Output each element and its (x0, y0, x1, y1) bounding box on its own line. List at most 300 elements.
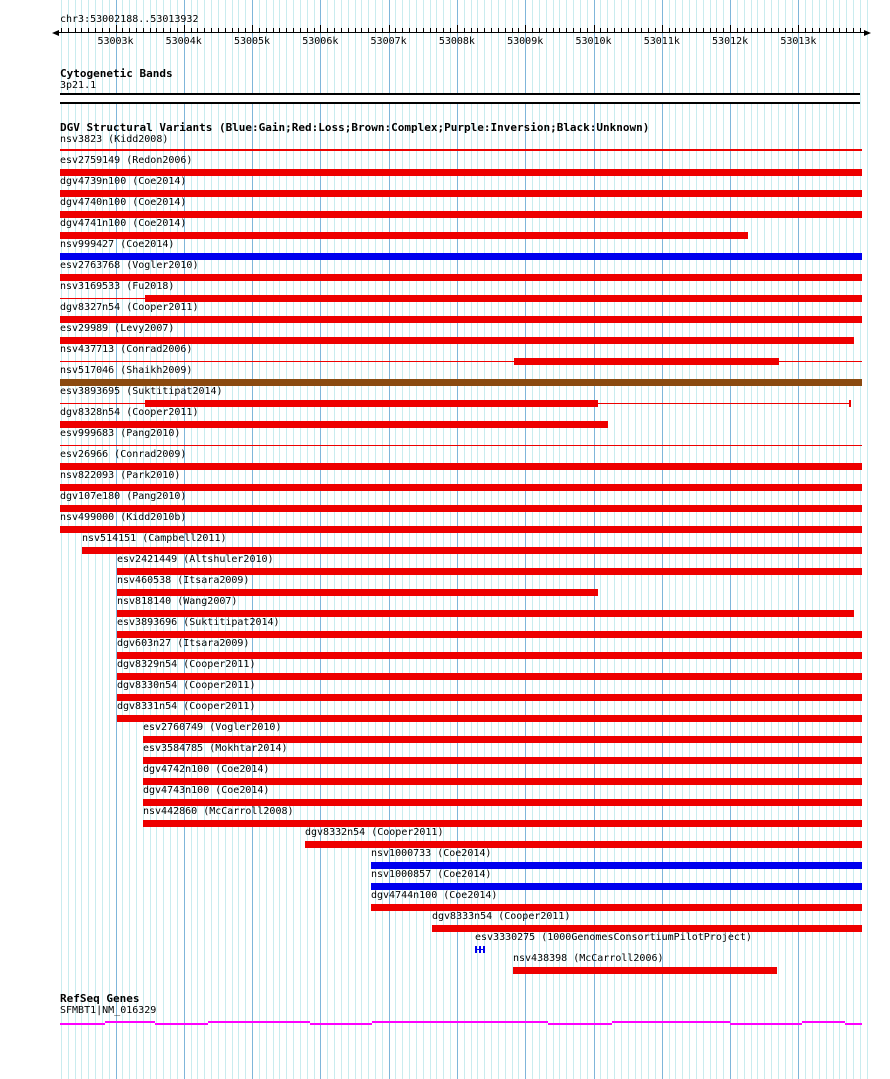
variant-label[interactable]: nsv999427 (Coe2014) (60, 239, 175, 250)
ruler-minor-tick (764, 28, 765, 32)
variant-bar[interactable] (117, 715, 862, 722)
gridline-minor (614, 0, 615, 1079)
variant-bar[interactable] (60, 337, 854, 344)
variant-label[interactable]: nsv818140 (Wang2007) (117, 596, 238, 607)
ruler-minor-tick (771, 28, 772, 32)
ruler-minor-tick (143, 28, 144, 32)
ruler-minor-tick (348, 28, 349, 32)
gene-exon-segment[interactable] (155, 1023, 208, 1025)
variant-bar[interactable] (60, 526, 862, 533)
gridline-minor (279, 0, 280, 1079)
ruler-minor-tick (225, 28, 226, 32)
gridline-major (320, 0, 321, 1079)
ruler-tick-label: 53007k (370, 36, 407, 47)
gridline-minor (273, 0, 274, 1079)
ruler-minor-tick (334, 28, 335, 32)
ruler-arrow-right-icon (864, 30, 871, 36)
ruler-minor-tick (122, 28, 123, 32)
gridline-minor (423, 0, 424, 1079)
gridline-minor (402, 0, 403, 1079)
ruler-minor-tick (505, 28, 506, 32)
ruler-major-tick (184, 25, 185, 32)
ruler-minor-tick (266, 28, 267, 32)
gridline-minor (792, 0, 793, 1079)
gridline-minor (361, 0, 362, 1079)
ruler-minor-tick (710, 28, 711, 32)
gene-exon-segment[interactable] (845, 1023, 862, 1025)
ruler-major-tick (525, 25, 526, 32)
variant-bar[interactable] (514, 358, 779, 365)
gridline-minor (648, 0, 649, 1079)
ruler-minor-tick (607, 28, 608, 32)
ruler-tick-label: 53003k (97, 36, 134, 47)
variant-bar[interactable] (143, 757, 862, 764)
gridline-minor (867, 0, 868, 1079)
ruler-minor-tick (204, 28, 205, 32)
variant-label[interactable]: dgv8327n54 (Cooper2011) (60, 302, 199, 313)
gridline-minor (238, 0, 239, 1079)
variant-label[interactable]: nsv1000857 (Coe2014) (371, 869, 492, 880)
ruler-minor-tick (792, 28, 793, 32)
gridline-minor (805, 0, 806, 1079)
variant-label[interactable]: esv3893696 (Suktitipat2014) (117, 617, 280, 628)
variant-bar[interactable] (432, 925, 862, 932)
variant-bar[interactable] (60, 190, 862, 197)
ruler-minor-tick (778, 28, 779, 32)
variant-label[interactable]: nsv517046 (Shaikh2009) (60, 365, 193, 376)
gridline-minor (723, 0, 724, 1079)
gridline-minor (600, 0, 601, 1079)
ruler-minor-tick (498, 28, 499, 32)
variant-label[interactable]: dgv603n27 (Itsara2009) (117, 638, 250, 649)
variant-bar[interactable] (117, 589, 598, 596)
ruler-minor-tick (573, 28, 574, 32)
ruler-tick-label: 53009k (507, 36, 544, 47)
variant-bar[interactable] (117, 694, 862, 701)
ruler-major-tick (116, 25, 117, 32)
gridline-major (798, 0, 799, 1079)
variant-label[interactable]: dgv4742n100 (Coe2014) (143, 764, 270, 775)
variant-bar[interactable] (143, 820, 862, 827)
ruler-minor-tick (512, 28, 513, 32)
ruler-minor-tick (68, 28, 69, 32)
ruler-major-tick (457, 25, 458, 32)
ruler-minor-tick (61, 28, 62, 32)
gridline-minor (757, 0, 758, 1079)
variant-label[interactable]: dgv8332n54 (Cooper2011) (305, 827, 444, 838)
region-title: chr3:53002188..53013932 (60, 14, 199, 25)
ruler-major-tick (320, 25, 321, 32)
variant-bar[interactable] (60, 379, 862, 386)
ruler-minor-tick (197, 28, 198, 32)
ruler-minor-tick (757, 28, 758, 32)
variant-label[interactable]: nsv3169533 (Fu2018) (60, 281, 175, 292)
ruler-minor-tick (621, 28, 622, 32)
gridline-minor (737, 0, 738, 1079)
ruler-minor-tick (587, 28, 588, 32)
ruler-minor-tick (532, 28, 533, 32)
variant-bar[interactable] (60, 505, 862, 512)
gridline-major (662, 0, 663, 1079)
variant-label[interactable]: esv29989 (Levy2007) (60, 323, 175, 334)
ruler-minor-tick (614, 28, 615, 32)
variant-bar[interactable] (60, 232, 748, 239)
ruler-major-tick (594, 25, 595, 32)
ruler-minor-tick (238, 28, 239, 32)
variant-bar[interactable] (60, 421, 608, 428)
ruler-minor-tick (409, 28, 410, 32)
ruler-minor-tick (853, 28, 854, 32)
ruler-minor-tick (682, 28, 683, 32)
gridline-minor (682, 0, 683, 1079)
gridline-minor (334, 0, 335, 1079)
gridline-major (252, 0, 253, 1079)
gridline-minor (751, 0, 752, 1079)
variant-label[interactable]: nsv442860 (McCarroll2008) (143, 806, 294, 817)
ruler-tick-label: 53004k (165, 36, 202, 47)
gridline-minor (395, 0, 396, 1079)
variant-label[interactable]: esv999683 (Pang2010) (60, 428, 181, 439)
variant-bar[interactable] (60, 298, 145, 299)
gridline-minor (314, 0, 315, 1079)
gridline-minor (348, 0, 349, 1079)
ruler-major-tick (252, 25, 253, 32)
ruler-minor-tick (648, 28, 649, 32)
ruler-minor-tick (669, 28, 670, 32)
variant-bar[interactable] (371, 883, 862, 890)
ruler-minor-tick (259, 28, 260, 32)
ruler-minor-tick (279, 28, 280, 32)
ruler-minor-tick (341, 28, 342, 32)
ruler-minor-tick (812, 28, 813, 32)
ruler-major-tick (730, 25, 731, 32)
ruler-minor-tick (737, 28, 738, 32)
gridline-minor (341, 0, 342, 1079)
ruler-minor-tick (464, 28, 465, 32)
gene-exon-segment[interactable] (802, 1021, 845, 1023)
ruler-major-tick (389, 25, 390, 32)
gridline-minor (635, 0, 636, 1079)
ruler-minor-tick (641, 28, 642, 32)
gridline-major (730, 0, 731, 1079)
variant-label[interactable]: nsv514151 (Campbell2011) (82, 533, 227, 544)
variant-label[interactable]: dgv8328n54 (Cooper2011) (60, 407, 199, 418)
ruler-minor-tick (245, 28, 246, 32)
gridline-minor (833, 0, 834, 1079)
variant-label[interactable]: nsv3823 (Kidd2008) (60, 134, 169, 145)
ruler-minor-tick (860, 28, 861, 32)
variant-label[interactable]: dgv8333n54 (Cooper2011) (432, 911, 571, 922)
ruler-minor-tick (163, 28, 164, 32)
ruler-minor-tick (553, 28, 554, 32)
gene-exon-segment[interactable] (612, 1021, 730, 1023)
ruler-minor-tick (846, 28, 847, 32)
variant-label[interactable]: esv2760749 (Vogler2010) (143, 722, 282, 733)
ruler-minor-tick (423, 28, 424, 32)
ruler-minor-tick (580, 28, 581, 32)
gridline-minor (621, 0, 622, 1079)
variant-bar[interactable] (60, 463, 862, 470)
gridline-minor (286, 0, 287, 1079)
ruler-major-tick (798, 25, 799, 32)
gridline-minor (607, 0, 608, 1079)
ruler-major-tick (662, 25, 663, 32)
gridline-minor (416, 0, 417, 1079)
ruler-minor-tick (539, 28, 540, 32)
cytoband-rect[interactable] (60, 93, 860, 104)
variant-label[interactable]: esv2421449 (Altshuler2010) (117, 554, 274, 565)
gridline-minor (259, 0, 260, 1079)
gridline-minor (744, 0, 745, 1079)
ruler-minor-tick (833, 28, 834, 32)
ruler-minor-tick (716, 28, 717, 32)
gene-exon-segment[interactable] (730, 1023, 802, 1025)
variant-label[interactable]: esv3584785 (Mokhtar2014) (143, 743, 288, 754)
variant-label[interactable]: esv26966 (Conrad2009) (60, 449, 187, 460)
ruler-minor-tick (559, 28, 560, 32)
ruler-minor-tick (839, 28, 840, 32)
ruler-minor-tick (805, 28, 806, 32)
ruler-minor-tick (450, 28, 451, 32)
variant-bar[interactable] (60, 149, 862, 151)
ruler-minor-tick (191, 28, 192, 32)
ruler-minor-tick (136, 28, 137, 32)
ruler-minor-tick (723, 28, 724, 32)
ruler-minor-tick (170, 28, 171, 32)
variant-bar[interactable] (117, 652, 862, 659)
glyph-part (475, 949, 485, 950)
cytoband-name: 3p21.1 (60, 80, 97, 91)
variant-label[interactable]: esv3330275 (1000GenomesConsortiumPilotProject) (475, 932, 752, 943)
ruler-minor-tick (484, 28, 485, 32)
variant-bar[interactable] (117, 610, 854, 617)
ruler-minor-tick (293, 28, 294, 32)
variant-label[interactable]: nsv499000 (Kidd2010b) (60, 512, 187, 523)
gridline-minor (641, 0, 642, 1079)
variant-bar[interactable] (117, 673, 862, 680)
ruler-minor-tick (232, 28, 233, 32)
variant-bar[interactable] (117, 631, 862, 638)
gene-exon-segment[interactable] (208, 1021, 310, 1023)
variant-label[interactable]: dgv8330n54 (Cooper2011) (117, 680, 256, 691)
variant-label[interactable]: esv3893695 (Suktitipat2014) (60, 386, 223, 397)
variant-bar[interactable] (143, 799, 862, 806)
gridline-major (594, 0, 595, 1079)
variant-bar[interactable] (60, 274, 862, 281)
variant-bar[interactable] (849, 400, 851, 407)
ruler-minor-tick (635, 28, 636, 32)
gridline-minor (703, 0, 704, 1079)
gridline-major (389, 0, 390, 1079)
gridline-minor (587, 0, 588, 1079)
ruler-minor-tick (655, 28, 656, 32)
gridline-minor (764, 0, 765, 1079)
gridline-minor (689, 0, 690, 1079)
ruler-tick-label: 53012k (712, 36, 749, 47)
ruler-minor-tick (102, 28, 103, 32)
gridline-minor (327, 0, 328, 1079)
ruler-minor-tick (546, 28, 547, 32)
variant-label[interactable]: esv2763768 (Vogler2010) (60, 260, 199, 271)
ruler-line (58, 32, 866, 33)
variant-bar[interactable] (60, 484, 862, 491)
variant-bar[interactable] (117, 568, 862, 575)
ruler-minor-tick (785, 28, 786, 32)
variant-label[interactable]: dgv8329n54 (Cooper2011) (117, 659, 256, 670)
variant-label[interactable]: nsv1000733 (Coe2014) (371, 848, 492, 859)
ruler-minor-tick (819, 28, 820, 32)
ruler-minor-tick (826, 28, 827, 32)
gridline-minor (307, 0, 308, 1079)
gridline-minor (778, 0, 779, 1079)
ruler-tick-label: 53005k (233, 36, 271, 47)
gridline-minor (771, 0, 772, 1079)
gridline-minor (375, 0, 376, 1079)
variant-label[interactable]: dgv4741n100 (Coe2014) (60, 218, 187, 229)
variant-bar[interactable] (60, 253, 862, 260)
gene-exon-segment[interactable] (548, 1023, 612, 1025)
variant-label[interactable]: dgv4739n100 (Coe2014) (60, 176, 187, 187)
gridline-minor (853, 0, 854, 1079)
gridline-minor (819, 0, 820, 1079)
gridline-minor (696, 0, 697, 1079)
gridline-minor (860, 0, 861, 1079)
gene-exon-segment[interactable] (310, 1023, 372, 1025)
variant-interval-glyph[interactable] (475, 946, 485, 953)
variant-bar[interactable] (371, 862, 862, 869)
ruler-minor-tick (402, 28, 403, 32)
ruler-tick-label: 53006k (302, 36, 339, 47)
ruler-minor-tick (129, 28, 130, 32)
ruler-minor-tick (75, 28, 76, 32)
gridline-minor (812, 0, 813, 1079)
gridline-minor (846, 0, 847, 1079)
variant-label[interactable]: nsv822093 (Park2010) (60, 470, 181, 481)
gridline-minor (355, 0, 356, 1079)
ruler-minor-tick (211, 28, 212, 32)
ruler-minor-tick (628, 28, 629, 32)
ruler-minor-tick (696, 28, 697, 32)
gene-exon-segment[interactable] (372, 1021, 548, 1023)
ruler-minor-tick (109, 28, 110, 32)
gridline-minor (628, 0, 629, 1079)
variant-bar[interactable] (305, 841, 862, 848)
variant-bar[interactable] (145, 400, 598, 407)
ruler-minor-tick (689, 28, 690, 32)
gridline-minor (675, 0, 676, 1079)
variant-bar[interactable] (371, 904, 862, 911)
variant-bar[interactable] (143, 778, 862, 785)
ruler-tick-label: 53011k (643, 36, 680, 47)
ruler-minor-tick (375, 28, 376, 32)
gridline-minor (716, 0, 717, 1079)
variant-label[interactable]: nsv460538 (Itsara2009) (117, 575, 250, 586)
gridline-minor (368, 0, 369, 1079)
refseq-section-title: RefSeq Genes (60, 992, 140, 1005)
ruler-minor-tick (150, 28, 151, 32)
gridline-minor (293, 0, 294, 1079)
ruler-minor-tick (744, 28, 745, 32)
ruler-minor-tick (300, 28, 301, 32)
ruler-minor-tick (477, 28, 478, 32)
gridline-minor (655, 0, 656, 1079)
gridline-minor (573, 0, 574, 1079)
ruler-minor-tick (273, 28, 274, 32)
ruler-minor-tick (361, 28, 362, 32)
ruler-minor-tick (703, 28, 704, 32)
ruler-minor-tick (443, 28, 444, 32)
ruler-minor-tick (314, 28, 315, 32)
ruler-minor-tick (382, 28, 383, 32)
ruler-minor-tick (95, 28, 96, 32)
variant-bar[interactable] (60, 211, 862, 218)
gridline-minor (232, 0, 233, 1079)
gridline-minor (669, 0, 670, 1079)
ruler-minor-tick (518, 28, 519, 32)
ruler-minor-tick (368, 28, 369, 32)
variant-bar[interactable] (513, 967, 777, 974)
variant-bar[interactable] (145, 295, 862, 302)
ruler-minor-tick (81, 28, 82, 32)
ruler-arrow-left-icon (52, 30, 59, 36)
ruler-tick-label: 53010k (575, 36, 612, 47)
ruler-minor-tick (327, 28, 328, 32)
gridline-minor (839, 0, 840, 1079)
gridline-minor (580, 0, 581, 1079)
variant-label[interactable]: dgv4740n100 (Coe2014) (60, 197, 187, 208)
ruler-minor-tick (600, 28, 601, 32)
variant-label[interactable]: dgv4744n100 (Coe2014) (371, 890, 498, 901)
ruler-minor-tick (491, 28, 492, 32)
gridline-minor (710, 0, 711, 1079)
variant-label[interactable]: esv2759149 (Redon2006) (60, 155, 193, 166)
ruler-minor-tick (177, 28, 178, 32)
ruler-minor-tick (218, 28, 219, 32)
gene-exon-segment[interactable] (105, 1021, 155, 1023)
gene-exon-segment[interactable] (60, 1023, 105, 1025)
ruler-minor-tick (156, 28, 157, 32)
ruler-minor-tick (355, 28, 356, 32)
variant-bar[interactable] (60, 445, 862, 446)
refseq-gene-name: SFMBT1|NM_016329 (60, 1005, 157, 1016)
variant-label[interactable]: dgv8331n54 (Cooper2011) (117, 701, 256, 712)
variant-label[interactable]: nsv438398 (McCarroll2006) (513, 953, 664, 964)
ruler-minor-tick (471, 28, 472, 32)
ruler-minor-tick (436, 28, 437, 32)
ruler-minor-tick (416, 28, 417, 32)
variant-bar[interactable] (143, 736, 862, 743)
ruler-minor-tick (286, 28, 287, 32)
ruler-tick-label: 53008k (438, 36, 475, 47)
variant-bar[interactable] (82, 547, 862, 554)
variant-label[interactable]: dgv107e180 (Pang2010) (60, 491, 187, 502)
gridline-minor (266, 0, 267, 1079)
ruler-minor-tick (566, 28, 567, 32)
gridline-minor (382, 0, 383, 1079)
variant-label[interactable]: nsv437713 (Conrad2006) (60, 344, 193, 355)
gridline-minor (430, 0, 431, 1079)
variant-label[interactable]: dgv4743n100 (Coe2014) (143, 785, 270, 796)
gridline-minor (785, 0, 786, 1079)
gridline-minor (826, 0, 827, 1079)
dgv-section-title: DGV Structural Variants (Blue:Gain;Red:Loss;Brown:Complex;Purple:Inversion;Black:Unknown) (60, 121, 650, 134)
gridline-minor (300, 0, 301, 1079)
ruler-minor-tick (395, 28, 396, 32)
variant-bar[interactable] (60, 169, 862, 176)
ruler-minor-tick (307, 28, 308, 32)
gridline-minor (245, 0, 246, 1079)
variant-bar[interactable] (60, 316, 862, 323)
